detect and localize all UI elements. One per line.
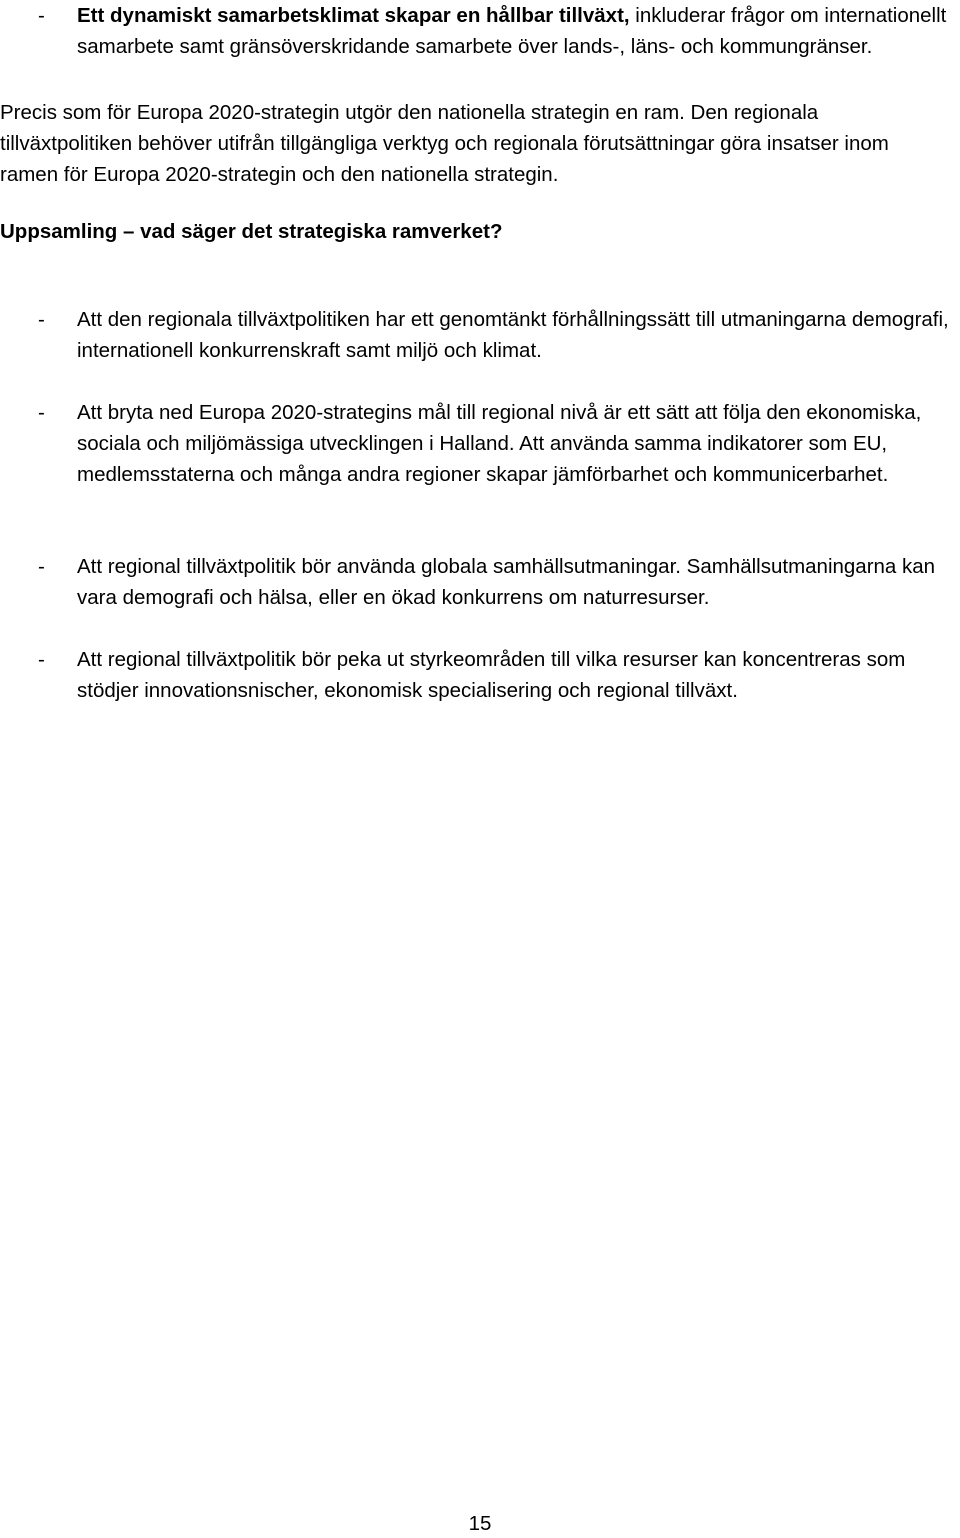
summary-bullet-3 <box>0 551 952 613</box>
intro-bullet <box>0 0 952 62</box>
section-heading: Uppsamling – vad säger det strategiska ramverket? <box>0 220 503 243</box>
bullet-dash: - <box>38 4 45 27</box>
bullet-text: Att den regionala tillväxtpolitiken har ett genomtänkt förhållningssätt till utmaningarna demografi, internationell konkurrenskraft samt miljö och klimat. <box>77 308 949 362</box>
bullet-dash: - <box>38 308 45 331</box>
page-number: 15 <box>468 1512 492 1535</box>
bullet-text: Att regional tillväxtpolitik bör peka ut styrkeområden till vilka resurser kan koncentreras som stödjer innovationsnischer, ekonomisk specialisering och regional tillväxt. <box>77 648 906 702</box>
bullet-dash: - <box>38 648 45 671</box>
bullet-dash: - <box>38 401 45 424</box>
summary-bullet-2 <box>0 397 952 490</box>
bullet-text: Att bryta ned Europa 2020-strategins mål till regional nivå är ett sätt att följa den ekonomiska, sociala och miljömässiga utvecklingen i Halland. Att använda samma indikatorer som EU, medlemsstaterna och många andra regioner skapar jämförbarhet och kommunicerbarhet. <box>77 401 922 486</box>
bullet-text <box>77 0 952 62</box>
summary-bullet-1 <box>0 304 952 366</box>
bullet-rest-text: inkluderar frågor om internationellt samarbete samt gränsöverskridande samarbete över lands-, läns- och kommungränser. <box>77 4 947 58</box>
summary-bullet-4 <box>0 644 952 706</box>
body-paragraph: Precis som för Europa 2020-strategin utgör den nationella strategin en ram. Den regionala tillväxtpolitiken behöver utifrån tillgängliga verktyg och regionala förutsättningar göra insatser inom ramen för Europa 2020-strategin och den nationella strategin. <box>0 101 889 186</box>
bullet-dash: - <box>38 555 45 578</box>
bullet-text: Att regional tillväxtpolitik bör använda globala samhällsutmaningar. Samhällsutmaningarna kan vara demografi och hälsa, eller en ökad konkurrens om naturresurser. <box>77 555 936 609</box>
bullet-bold-lead: Ett dynamiskt samarbetsklimat skapar en hållbar tillväxt, <box>77 4 630 27</box>
